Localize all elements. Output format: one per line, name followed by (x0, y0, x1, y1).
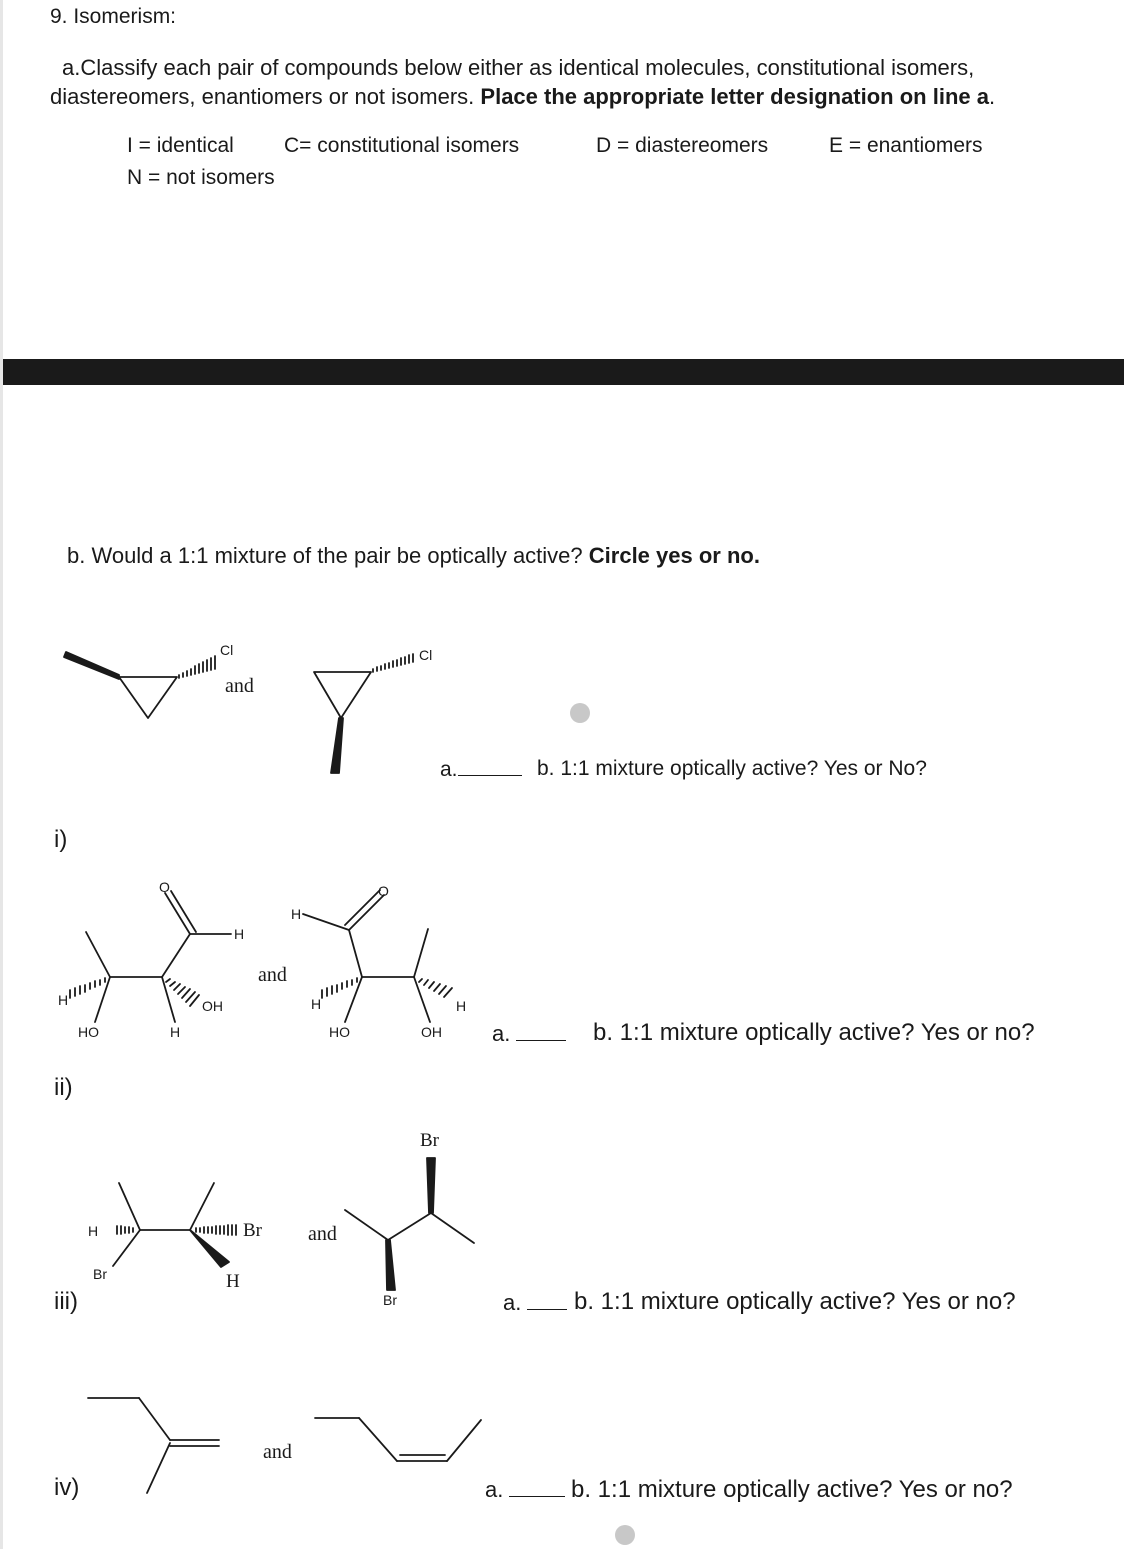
item-label-i: i) (54, 826, 68, 853)
diol-aldehyde-right (303, 890, 452, 1022)
legend-identical: I = identical (127, 134, 234, 157)
hash-h-iii (117, 1226, 133, 1234)
legend-enantiomers: E = enantiomers (829, 134, 983, 157)
hash-oh-left (166, 979, 199, 1006)
part-a-emphasis: Place the appropriate letter designation on line a (480, 84, 989, 109)
connector-and-ii: and (258, 964, 287, 986)
atom-h-6: H (226, 1271, 240, 1292)
ring-right (314, 672, 371, 718)
dibromobutane-right (345, 1158, 474, 1290)
answer-a-iii[interactable]: a. (503, 1290, 567, 1316)
atom-h-aldehyde-2: H (291, 906, 302, 922)
atom-h-3: H (311, 996, 322, 1012)
legend-constitutional: C= constitutional isomers (284, 134, 520, 157)
atom-h-aldehyde-1: H (234, 926, 245, 942)
wedge-br-lower (386, 1240, 395, 1290)
part-b-instructions: b. Would a 1:1 mixture of the pair be optically active? Circle yes or no. (67, 543, 760, 568)
wedge-h-iii (190, 1230, 229, 1267)
diol-aldehyde-left (70, 891, 231, 1022)
hash-br-iii (196, 1225, 236, 1235)
connector-and-iii: and (308, 1223, 337, 1245)
atom-cl-1: Cl (220, 642, 234, 658)
wedge-methyl-left (64, 652, 119, 679)
atom-ho-1: HO (78, 1024, 99, 1040)
answer-b-iii[interactable]: b. 1:1 mixture optically active? Yes or no? (574, 1288, 1016, 1315)
atom-br-3: Br (420, 1130, 439, 1151)
atom-br-2: Br (243, 1220, 262, 1241)
part-a-instructions: a.Classify each pair of compounds below either as identical molecules, constitutional isomers, (62, 55, 975, 80)
part-b-emphasis: Circle yes or no. (588, 543, 760, 568)
answer-a-i[interactable]: a. (440, 758, 522, 782)
alkene-left (88, 1398, 219, 1493)
hash-h-right-1 (322, 978, 357, 998)
answer-a-iv[interactable]: a. (485, 1477, 565, 1503)
atom-h-5: H (88, 1223, 99, 1239)
wedge-br-upper (427, 1158, 435, 1213)
atom-ho-2: HO (329, 1024, 350, 1040)
wedge-methyl-right (331, 718, 343, 773)
connector-and-i: and (225, 675, 254, 697)
answer-b-i[interactable]: b. 1:1 mixture optically active? Yes or No? (537, 757, 927, 780)
atom-br-4: Br (383, 1292, 397, 1308)
cyclopropane-left (64, 652, 215, 718)
legend-diastereomers: D = diastereomers (596, 134, 769, 157)
dibromobutane-left (113, 1183, 236, 1267)
answer-b-iv[interactable]: b. 1:1 mixture optically active? Yes or no? (571, 1476, 1013, 1503)
hash-h-left (70, 978, 105, 998)
atom-cl-2: Cl (419, 647, 433, 663)
atom-oh-1: OH (202, 998, 223, 1014)
hash-h-right-2 (419, 979, 452, 997)
alkene-right (315, 1418, 481, 1461)
item-label-iii: iii) (54, 1288, 78, 1315)
grey-dot-1 (570, 703, 590, 723)
item-label-ii: ii) (54, 1074, 73, 1101)
legend-not-isomers: N = not isomers (127, 166, 275, 189)
item-label-iv: iv) (54, 1474, 80, 1501)
answer-b-ii[interactable]: b. 1:1 mixture optically active? Yes or no? (593, 1019, 1035, 1046)
ring-left (119, 677, 177, 718)
atom-o-2: O (378, 883, 389, 899)
atom-o-1: O (159, 879, 170, 895)
question-title: 9. Isomerism: (50, 5, 177, 28)
atom-br-1: Br (93, 1266, 107, 1282)
cyclopropane-right (314, 654, 413, 773)
hash-cl-left (179, 656, 215, 678)
grey-dot-2 (615, 1525, 635, 1545)
atom-oh-2: OH (421, 1024, 442, 1040)
answer-a-ii[interactable]: a. (492, 1021, 566, 1047)
connector-and-iv: and (263, 1441, 292, 1463)
atom-h-4: H (456, 998, 467, 1014)
atom-h-2: H (170, 1024, 181, 1040)
hash-cl-right (373, 654, 413, 672)
part-a-instructions-line2: diastereomers, enantiomers or not isomers. Place the appropriate letter designation on line a. (50, 84, 996, 109)
atom-h-1: H (58, 992, 69, 1008)
